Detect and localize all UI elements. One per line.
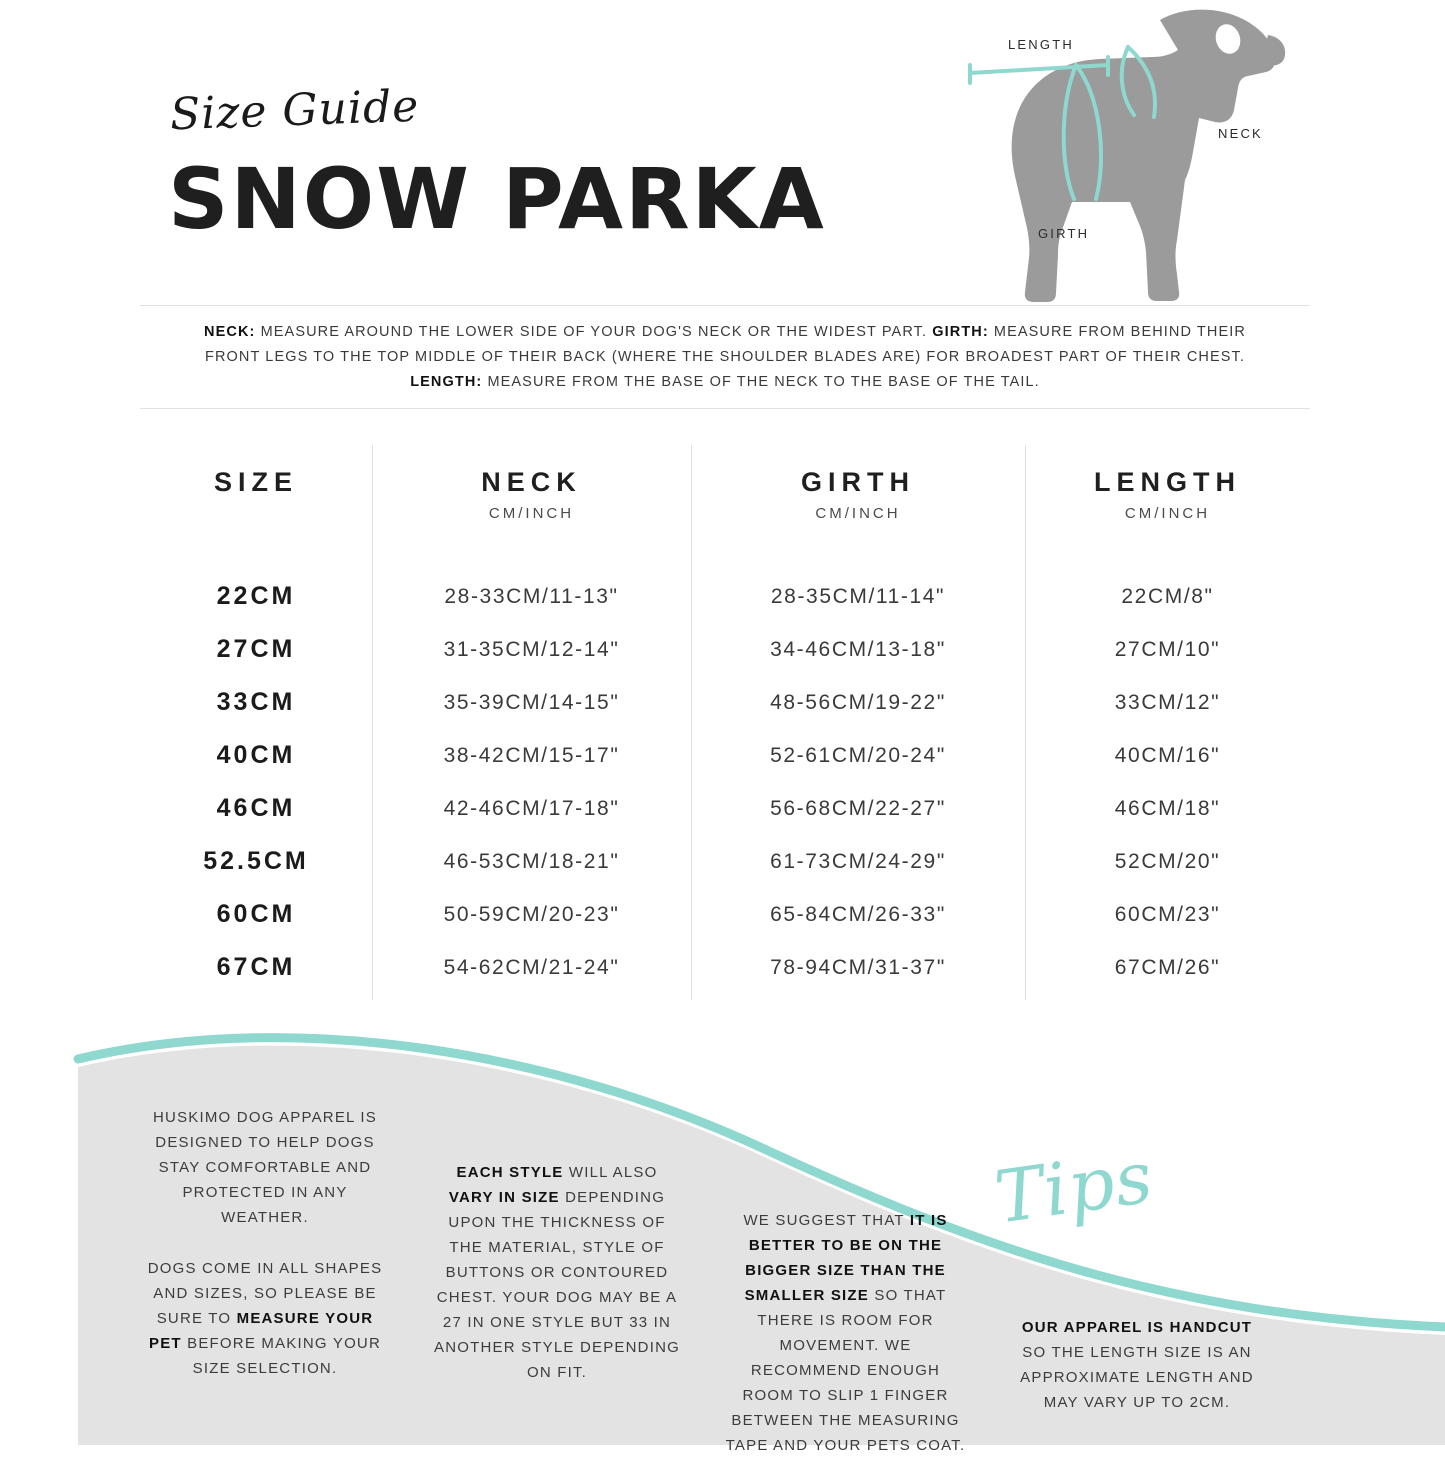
tips-heading: Tips [989, 1134, 1159, 1240]
cell-size: 27CM [216, 635, 296, 663]
divider-top [140, 305, 1310, 306]
cell-length: 52CM/20" [1114, 850, 1221, 873]
length-label: LENGTH: [410, 374, 483, 390]
cell-neck: 28-33CM/11-13" [444, 585, 619, 608]
table-row [140, 623, 1310, 676]
table-body [140, 570, 1310, 994]
header-size [140, 467, 372, 505]
cell-neck: 38-42CM/15-17" [443, 744, 620, 767]
cell-neck: 31-35CM/12-14" [443, 638, 620, 661]
neck-label: NECK: [204, 324, 256, 340]
header-length-label: LENGTH [1094, 467, 1241, 497]
cell-size: 52.5CM [203, 847, 309, 875]
girth-instruction-2: FRONT LEGS TO THE TOP MIDDLE OF THEIR BACK (WHERE THE SHOULDER BLADES ARE) FOR BROADEST PART OF THEIR CHEST. [204, 349, 1245, 365]
cell-neck: 50-59CM/20-23" [443, 903, 620, 926]
dog-silhouette [1012, 10, 1276, 302]
cell-size: 67CM [216, 953, 296, 981]
cell-size: 22CM [216, 582, 296, 610]
header-girth-label: GIRTH [801, 467, 915, 497]
cell-length: 67CM/26" [1114, 956, 1221, 979]
tips-note-4 [1012, 1315, 1262, 1415]
table-header-row [140, 445, 1310, 540]
cell-neck: 35-39CM/14-15" [443, 691, 620, 714]
tips-note-2 [432, 1160, 682, 1385]
cell-neck: 42-46CM/17-18" [443, 797, 620, 820]
neck-instruction: MEASURE AROUND THE LOWER SIDE OF YOUR DOG'S NECK OR THE WIDEST PART. [255, 324, 933, 340]
tips-note-3-a: WE SUGGEST THAT [743, 1212, 910, 1229]
cell-length: 40CM/16" [1114, 744, 1221, 767]
header-neck-unit: CM/INCH [488, 505, 575, 522]
length-instruction: MEASURE FROM THE BASE OF THE NECK TO THE BASE OF THE TAIL. [482, 374, 1040, 390]
tips-note-1-p2c: BEFORE MAKING YOUR SIZE SELECTION. [181, 1335, 381, 1377]
page-title: SNOW PARKA [168, 150, 826, 248]
cell-girth: 56-68CM/22-27" [770, 797, 946, 820]
tips-panel [0, 1005, 1445, 1454]
cell-size: 33CM [216, 688, 296, 716]
label-length: LENGTH [1008, 37, 1074, 52]
table-row [140, 570, 1310, 623]
dog-diagram [860, 5, 1290, 305]
cell-size: 40CM [216, 741, 296, 769]
table-row [140, 782, 1310, 835]
cell-girth: 48-56CM/19-22" [770, 691, 946, 714]
cell-girth: 52-61CM/20-24" [770, 744, 946, 767]
girth-instruction-1: MEASURE FROM BEHIND THEIR [988, 324, 1246, 340]
tips-note-3-c: SO THAT THERE IS ROOM FOR MOVEMENT. WE RECOMMEND ENOUGH ROOM TO SLIP 1 FINGER BETWEEN THE MEASURING TAPE AND YOUR PETS COAT. [725, 1287, 966, 1454]
cell-length: 27CM/10" [1114, 638, 1221, 661]
table-row [140, 676, 1310, 729]
cell-length: 22CM/8" [1121, 585, 1214, 608]
header-neck [372, 467, 691, 522]
measurement-instructions [175, 320, 1275, 395]
table-row [140, 888, 1310, 941]
cell-size: 46CM [216, 794, 296, 822]
cell-girth: 28-35CM/11-14" [770, 585, 946, 608]
label-girth: GIRTH [1038, 226, 1090, 241]
table-row [140, 729, 1310, 782]
cell-length: 33CM/12" [1114, 691, 1221, 714]
header-length [1025, 467, 1310, 522]
header-length-unit: CM/INCH [1124, 505, 1211, 522]
label-neck: NECK [1218, 126, 1263, 141]
girth-label: GIRTH: [932, 324, 989, 340]
tips-note-1-p2a: DOGS COME IN ALL SHAPES AND SIZES, SO PLEASE BE SURE TO [147, 1260, 383, 1327]
page-subtitle: Size Guide [169, 80, 421, 141]
cell-neck: 46-53CM/18-21" [443, 850, 620, 873]
tips-note-2-emphasis-1: EACH STYLE [456, 1164, 564, 1181]
tips-note-3 [723, 1208, 968, 1458]
header-neck-label: NECK [481, 467, 582, 497]
cell-length: 60CM/23" [1114, 903, 1221, 926]
tips-note-3-emphasis: IT IS BETTER TO BE ON THE BIGGER SIZE THAN THE SMALLER SIZE [744, 1212, 948, 1304]
tips-note-2-emphasis-2: VARY IN SIZE [448, 1189, 560, 1206]
tips-note-1-emphasis: MEASURE YOUR PET [149, 1310, 374, 1352]
size-table [140, 445, 1310, 994]
tips-note-4-b: SO THE LENGTH SIZE IS AN APPROXIMATE LENGTH AND MAY VARY UP TO 2CM. [1020, 1344, 1254, 1411]
header-girth [691, 467, 1025, 522]
cell-girth: 34-46CM/13-18" [770, 638, 946, 661]
tips-note-1-p1: HUSKIMO DOG APPAREL IS DESIGNED TO HELP DOGS STAY COMFORTABLE AND PROTECTED IN ANY WEATHER. [153, 1109, 377, 1226]
tips-note-2-d: DEPENDING UPON THE THICKNESS OF THE MATERIAL, STYLE OF BUTTONS OR CONTOURED CHEST. YOUR DOG MAY BE A 27 IN ONE STYLE BUT 33 IN ANOTHER STYLE DEPENDING ON FIT. [434, 1189, 680, 1381]
tips-note-1 [140, 1105, 390, 1407]
cell-size: 60CM [216, 900, 296, 928]
cell-neck: 54-62CM/21-24" [443, 956, 620, 979]
tips-note-4-emphasis: OUR APPAREL IS HANDCUT [1021, 1319, 1253, 1336]
divider-bottom [140, 408, 1310, 409]
tips-note-2-b: WILL ALSO [563, 1164, 658, 1181]
header-girth-unit: CM/INCH [815, 505, 901, 522]
table-row [140, 835, 1310, 888]
table-row [140, 941, 1310, 994]
cell-girth: 78-94CM/31-37" [770, 956, 946, 979]
header [0, 0, 1445, 300]
cell-length: 46CM/18" [1114, 797, 1221, 820]
cell-girth: 61-73CM/24-29" [770, 850, 946, 873]
cell-girth: 65-84CM/26-33" [770, 903, 946, 926]
header-size-label: SIZE [213, 467, 298, 497]
